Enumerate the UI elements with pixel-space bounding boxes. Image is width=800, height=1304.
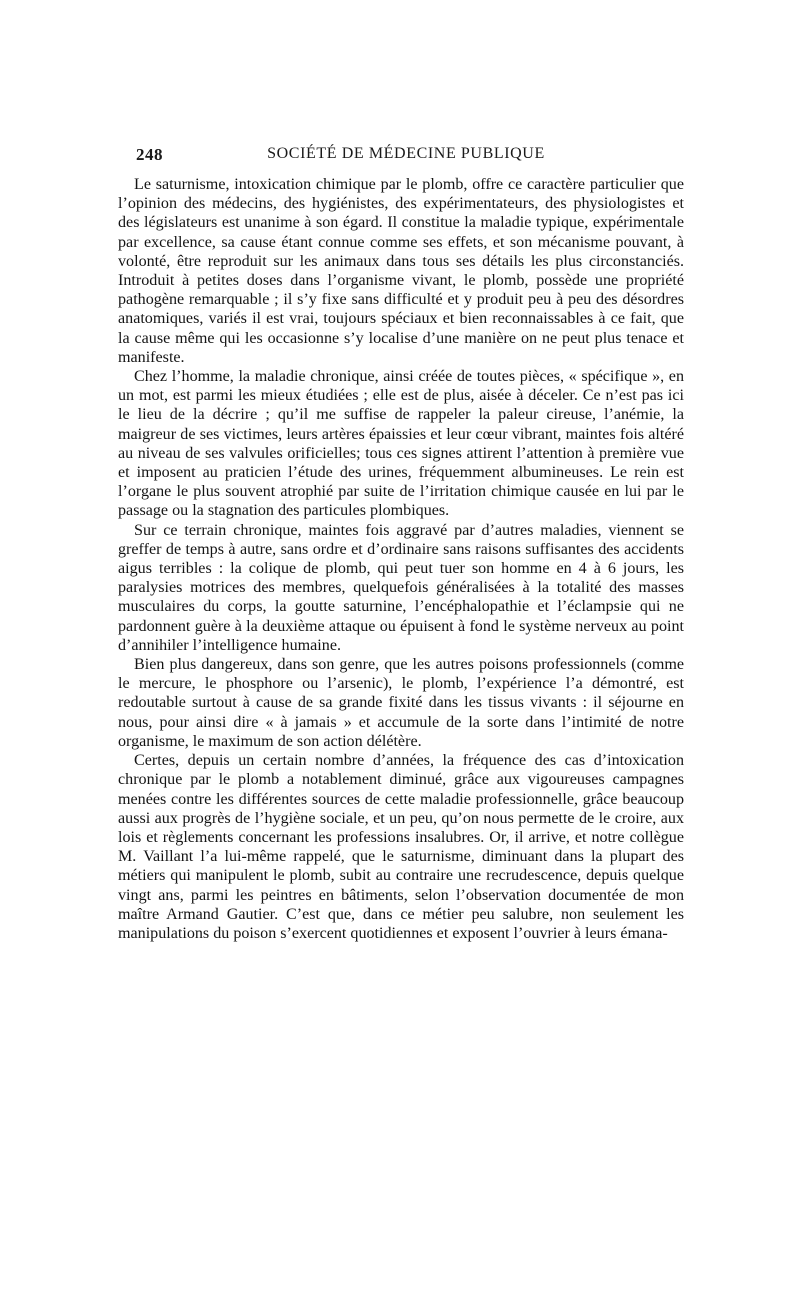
paragraph-3: Sur ce terrain chronique, maintes fois aggravé par d’autres maladies, viennent se greffer de temps à autre, sans ordre et d’ordinaire sans raisons suffisantes des accidents aigus terribles : la colique de plomb, qui peut tuer son homme en 4 à 6 jours, les paralysies motrices des membres, quelquefois généralisées à la totalité des masses musculaires du corps, la goutte saturnine, l’encéphalopathie et l’éclampsie qui ne pardonnent guère à la deuxième attaque ou épuisent à fond le système nerveux au point d’annihiler l’intelligence humaine. xyxy=(118,521,684,654)
paragraph-5: Certes, depuis un certain nombre d’années, la fréquence des cas d’intoxication chronique par le plomb a notablement diminué, grâce aux vigoureuses campagnes menées contre les différentes sources de cette maladie professionnelle, grâce beaucoup aussi aux progrès de l’hygiène sociale, et un peu, qu’on nous permette de le croire, aux lois et règlements concernant les professions insalubres. Or, il arrive, et notre collègue M. Vaillant l’a lui-même rappelé, que le saturnisme, diminuant dans la plupart des métiers qui manipulent le plomb, subit au contraire une recrudescence, depuis quelque vingt ans, parmi les peintres en bâtiments, selon l’observation documentée de mon maître Armand Gautier. C’est que, dans ce métier peu salubre, non seulement les manipulations du poison s’exercent quotidiennes et exposent l’ouvrier à leurs émana- xyxy=(118,752,684,942)
paragraph-1: Le saturnisme, intoxication chimique par le plomb, offre ce caractère particulier que l’opinion des médecins, des hygiénistes, des expérimentateurs, des physiologistes et des législateurs est unanime à son égard. Il constitue la maladie typique, expérimentale par excellence, sa cause étant connue comme ses effets, et son mécanisme pouvant, à volonté, être reproduit sur les animaux dans tous ses détails les plus circonstanciés. Introduit à petites doses dans l’organisme vivant, le plomb, possède une propriété pathogène remarquable ; il s’y fixe sans difficulté et y produit peu à peu des désordres anatomiques, variés il est vrai, toujours spéciaux et bien reconnaissables à ce fait, que la cause même qui les occasionne s’y localise d’une manière on ne peut plus tenace et manifeste. xyxy=(118,176,684,366)
running-title: SOCIÉTÉ DE MÉDECINE PUBLIQUE xyxy=(267,145,545,162)
page-number: 248 xyxy=(136,145,163,164)
page-header xyxy=(136,145,676,167)
paragraph-4: Bien plus dangereux, dans son genre, que les autres poisons professionnels (comme le mercure, le phosphore ou l’arsenic), le plomb, l’expérience l’a démontré, est redoutable surtout à cause de sa grande fixité dans les tissus vivants : il séjourne en nous, pour ainsi dire « à jamais » et accumule de la sorte dans l’intimité de notre organisme, le maximum de son action délétère. xyxy=(118,656,684,750)
body-text xyxy=(118,175,684,943)
paragraph-2: Chez l’homme, la maladie chronique, ainsi créée de toutes pièces, « spécifique », en un mot, est parmi les mieux étudiées ; elle est de plus, aisée à déceler. Ce n’est pas ici le lieu de la décrire ; qu’il me suffise de rappeler la paleur cireuse, l’anémie, la maigreur de ses victimes, leurs artères épaissies et leur cœur vibrant, maintes fois altéré au niveau de ses valvules orificielles; tous ces signes attirent l’attention à première vue et imposent au praticien l’étude des urines, fréquemment albumineuses. Le rein est l’organe le plus souvent atrophié par suite de l’irritation chimique causée en lui par le passage ou la stagnation des particules plombiques. xyxy=(118,368,684,520)
